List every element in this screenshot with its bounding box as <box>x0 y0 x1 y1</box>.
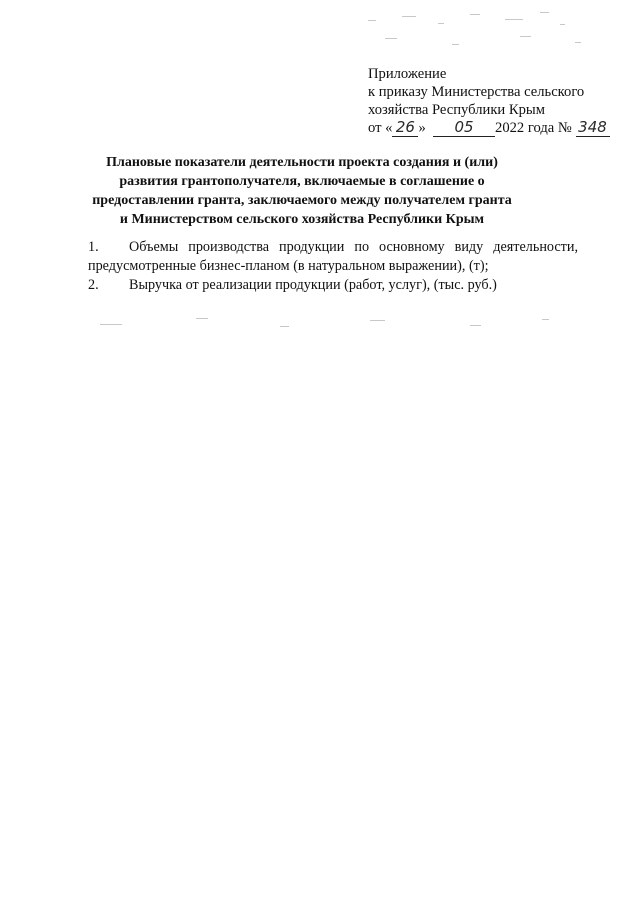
list-item <box>88 238 578 276</box>
order-reference-line2: хозяйства Республики Крым <box>368 102 545 118</box>
month-field <box>433 120 495 137</box>
appendix-header <box>368 65 608 137</box>
list-item <box>88 276 578 295</box>
year-text: 2022 года № <box>495 120 572 136</box>
day-field <box>392 120 418 137</box>
list-item-text: Выручка от реализации продукции (работ, услуг), (тыс. руб.) <box>129 277 497 293</box>
list-item-text: Объемы производства продукции по основному виду деятельности, предусмотренные бизнес-планом (в натуральном выражении), (т); <box>88 239 578 274</box>
appendix-label: Приложение <box>368 66 447 82</box>
order-date-line <box>368 119 608 137</box>
list-item-number: 2. <box>88 277 99 293</box>
order-number-handwritten: 348 <box>578 118 607 136</box>
month-handwritten: 05 <box>454 118 474 136</box>
day-handwritten: 26 <box>395 118 415 136</box>
order-reference-line1: к приказу Министерства сельского <box>368 84 585 100</box>
date-prefix: от « <box>368 120 393 136</box>
list-item-number: 1. <box>88 239 99 255</box>
indicator-list <box>88 238 578 295</box>
date-quote-close: » <box>418 120 426 136</box>
order-number-field <box>576 120 610 137</box>
document-title: Плановые показатели деятельности проекта создания и (или) развития грантополучателя, включаемые в соглашение о предоставлении гранта, заключаемого между получателем гранта и Министерством сельского хозяйства Республики Крым <box>92 155 512 227</box>
